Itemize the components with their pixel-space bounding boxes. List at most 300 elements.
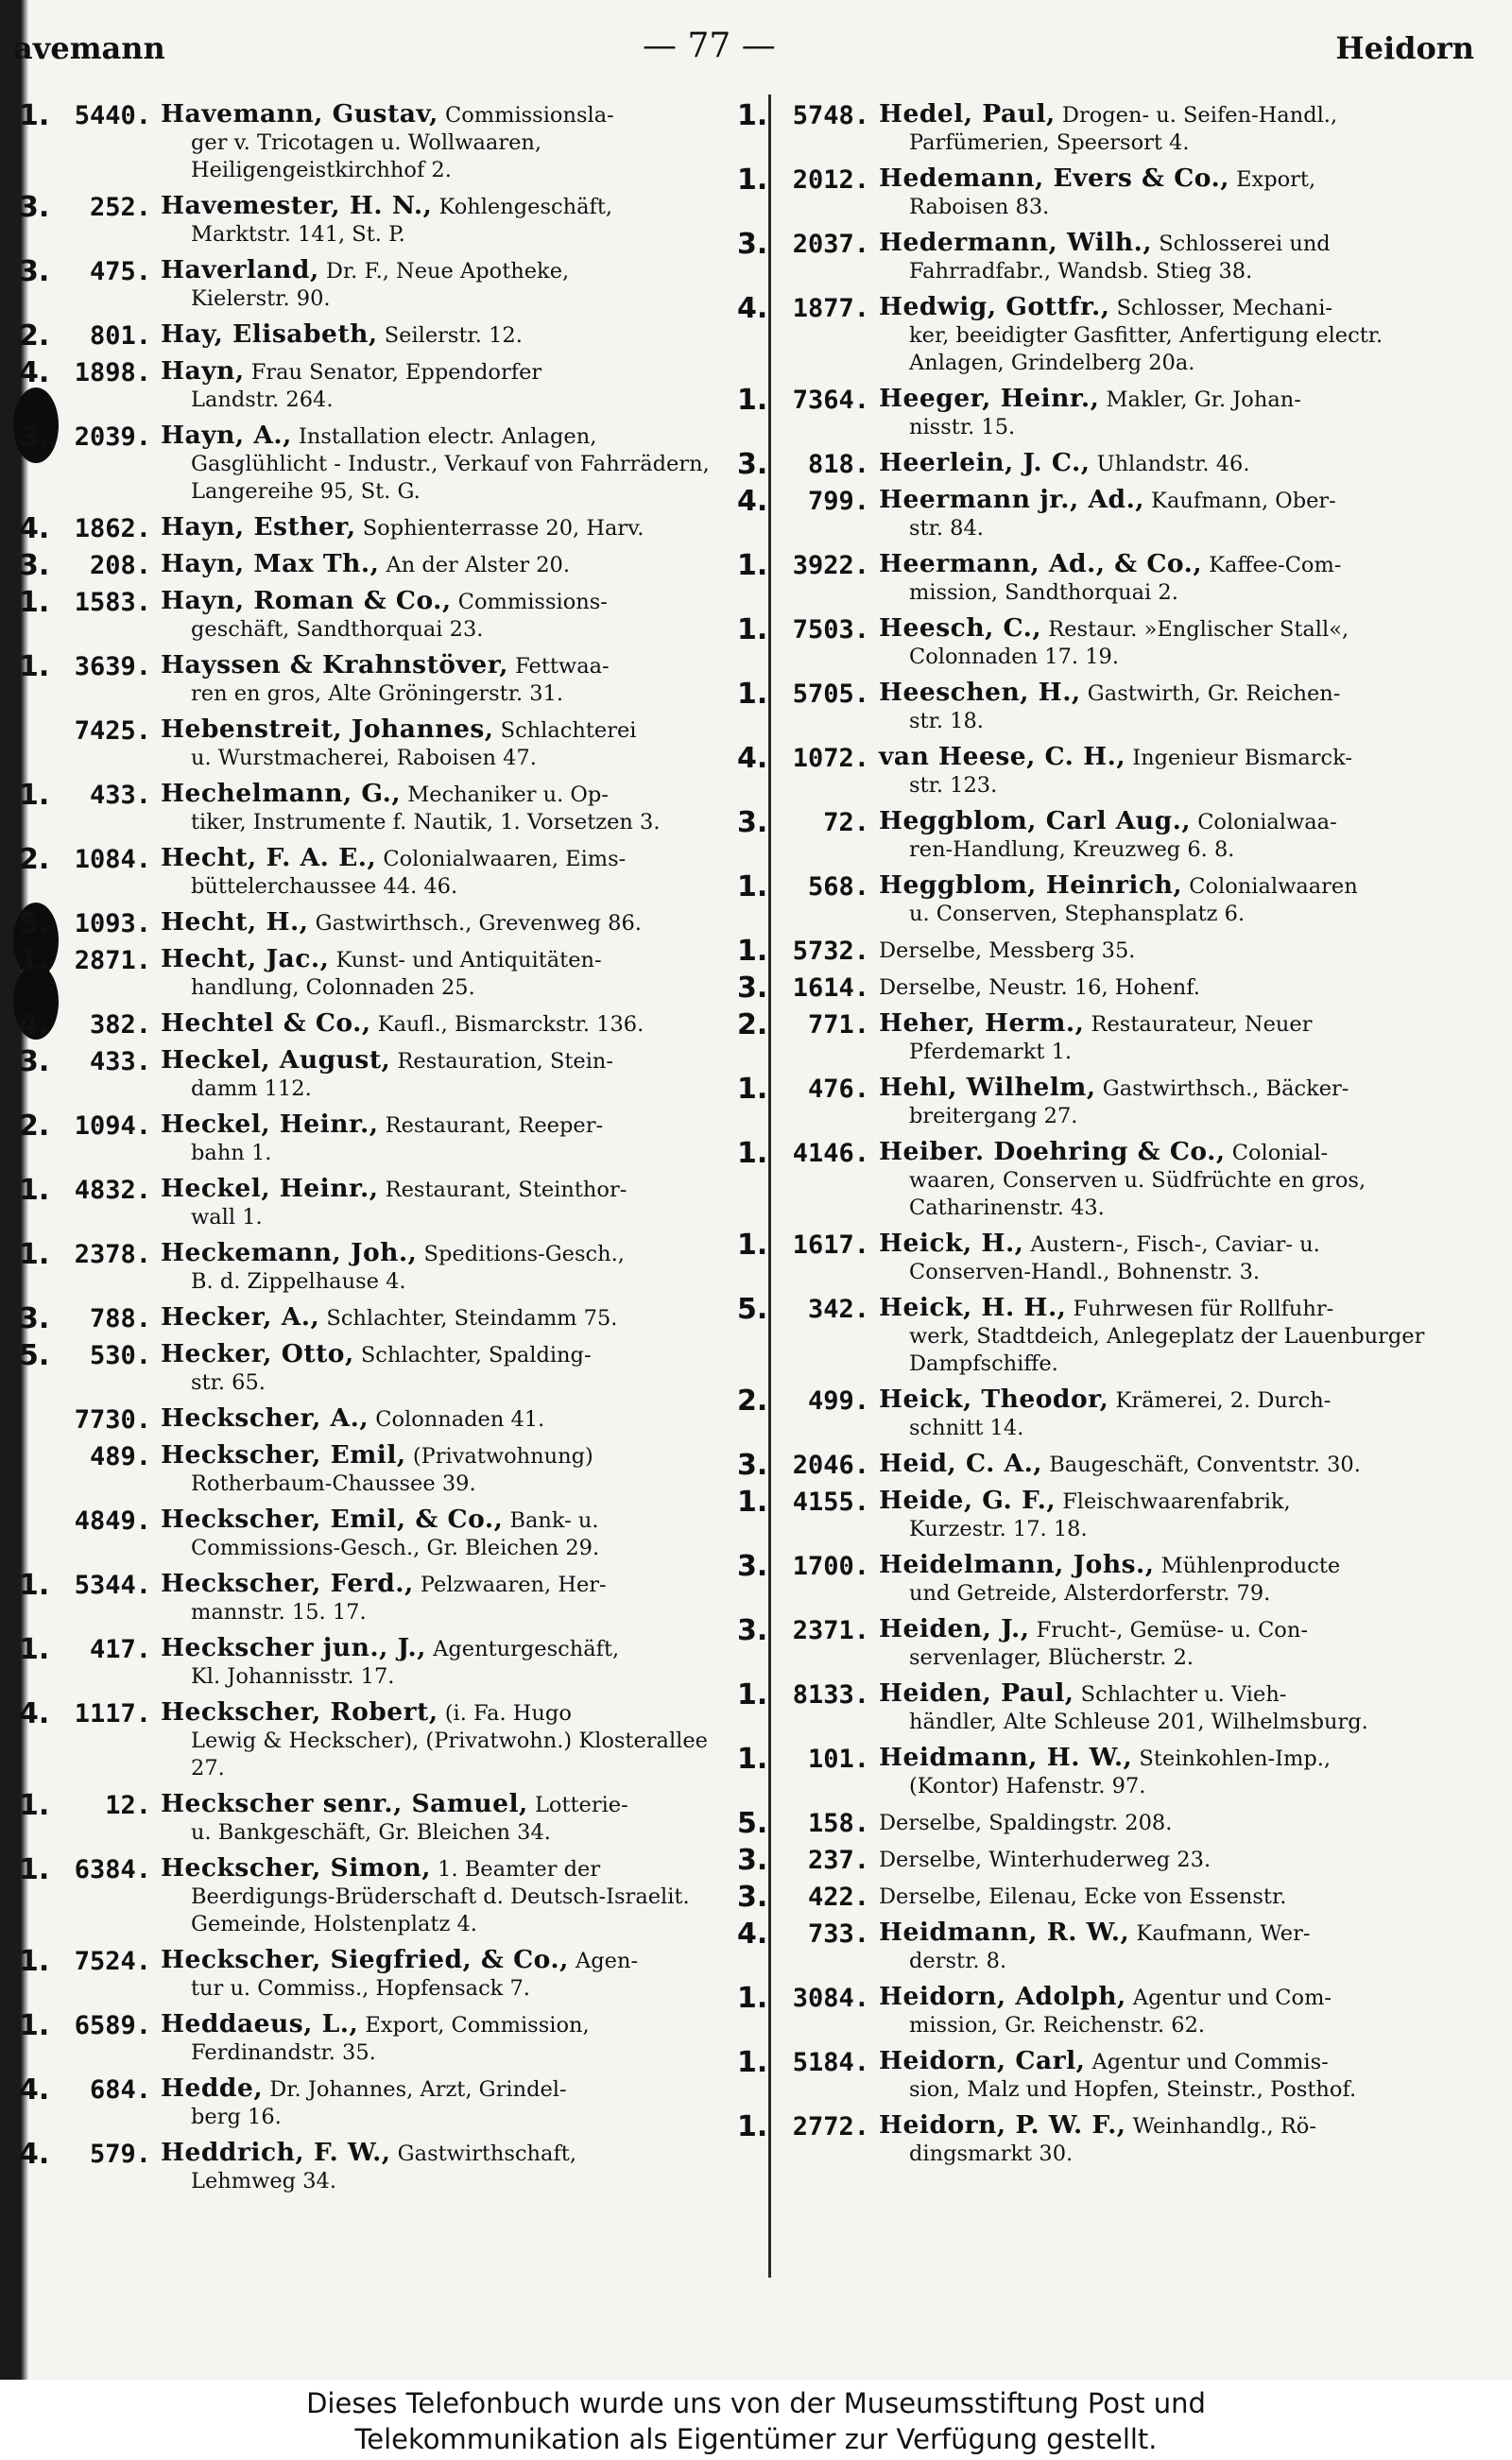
- subscriber-name: Hechtel & Co.,: [161, 1008, 371, 1038]
- exchange-number: 5.: [737, 1293, 768, 1326]
- directory-entry: [19, 1570, 747, 1626]
- directory-entry: [19, 1175, 747, 1231]
- entry-text: [879, 1450, 1484, 1479]
- entry-first-line: Gastwirthschaft,: [390, 2142, 576, 2166]
- entry-first-line: Colonial-: [1225, 1141, 1329, 1165]
- exchange-number: 1.: [737, 1678, 768, 1712]
- subscriber-name: Hayn, Roman & Co.,: [161, 586, 452, 615]
- phone-number: 801.: [89, 321, 151, 351]
- entry-first-line: Colonialwaaren, Eims-: [376, 847, 627, 871]
- entry-text: [161, 1009, 747, 1039]
- entry-text: [161, 1175, 747, 1231]
- subscriber-name: Hayn,: [161, 356, 245, 386]
- phone-number: 2039.: [74, 422, 151, 452]
- directory-entry: [19, 1340, 747, 1397]
- directory-entry: [19, 1303, 747, 1333]
- subscriber-name: Hehl, Wilhelm,: [879, 1073, 1096, 1102]
- exchange-number: 4.: [19, 512, 50, 545]
- subscriber-name: Heick, H. H.,: [879, 1293, 1067, 1322]
- directory-entry: [19, 908, 747, 938]
- subscriber-name: Heid, C. A.,: [879, 1449, 1043, 1478]
- directory-entry: [19, 844, 747, 901]
- entry-text: [879, 972, 1484, 1002]
- entry-text: [879, 1294, 1484, 1378]
- entry-text: [879, 1845, 1484, 1874]
- directory-entry: [19, 1698, 747, 1782]
- entry-text: [879, 679, 1484, 735]
- phone-number: 433.: [89, 781, 151, 810]
- phone-number: 7425.: [74, 716, 151, 746]
- subscriber-name: Hayn, Max Th.,: [161, 549, 380, 578]
- phone-number: 5705.: [792, 680, 869, 709]
- exchange-number: 3.: [737, 1550, 768, 1583]
- entry-first-line: Krämerei, 2. Durch-: [1108, 1388, 1332, 1413]
- entry-continuation: ker, beeidigter Gasfitter, Anfertigung electr. Anlagen, Grindelberg 20a.: [909, 323, 1383, 375]
- phone-number: 489.: [89, 1442, 151, 1471]
- exchange-number: 3.: [19, 421, 50, 454]
- exchange-number: 1.: [737, 2110, 768, 2143]
- phone-number: 475.: [89, 257, 151, 286]
- entry-continuation: geschäft, Sandthorquai 23.: [191, 617, 484, 642]
- directory-entry: [19, 651, 747, 708]
- subscriber-name: Heidmann, R. W.,: [879, 1918, 1130, 1947]
- exchange-number: 4.: [737, 485, 768, 518]
- phone-number: 3639.: [74, 652, 151, 681]
- right-column: [737, 100, 1484, 2176]
- entry-first-line: Restauration, Stein-: [390, 1049, 614, 1074]
- exchange-number: 1.: [19, 1853, 50, 1886]
- exchange-number: 1.: [737, 678, 768, 711]
- exchange-number: 1.: [19, 1789, 50, 1822]
- directory-entry: [737, 1449, 1484, 1482]
- entry-first-line: Agentur und Commis-: [1085, 2050, 1329, 2074]
- exchange-number: 3.: [737, 448, 768, 481]
- subscriber-name: Heckscher, Emil, & Co.,: [161, 1505, 504, 1534]
- entry-continuation: Raboisen 83.: [909, 195, 1050, 219]
- subscriber-name: Hecht, H.,: [161, 907, 309, 937]
- exchange-number: 3.: [737, 1881, 768, 1914]
- phone-number: 101.: [807, 1745, 869, 1774]
- phone-number: 799.: [807, 487, 869, 516]
- exchange-number: 4.: [19, 2138, 50, 2171]
- subscriber-name: Heidorn, P. W. F.,: [879, 2110, 1126, 2140]
- entry-text: [879, 550, 1484, 607]
- directory-entry: [19, 780, 747, 836]
- directory-entry: [737, 385, 1484, 441]
- entry-text: [161, 780, 747, 836]
- exchange-number: 3.: [19, 1045, 50, 1078]
- entry-continuation: (Kontor) Hafenstr. 97.: [909, 1774, 1146, 1798]
- entry-continuation: u. Wurstmacherei, Raboisen 47.: [191, 746, 537, 770]
- subscriber-name: Heide, G. F.,: [879, 1486, 1057, 1515]
- subscriber-name: Hayn, Esther,: [161, 512, 356, 542]
- phone-number: 252.: [89, 193, 151, 222]
- entry-text: [879, 743, 1484, 800]
- entry-continuation: Landstr. 264.: [191, 387, 334, 412]
- entry-first-line: Commissionsla-: [438, 103, 614, 128]
- exchange-number: 2.: [19, 843, 50, 876]
- subscriber-name: Heckscher, Simon,: [161, 1853, 431, 1883]
- subscriber-name: Hedermann, Wilh.,: [879, 228, 1153, 257]
- exchange-number: 1.: [19, 650, 50, 683]
- exchange-number: 4.: [19, 2073, 50, 2107]
- entry-text: [161, 2074, 747, 2131]
- entry-continuation: str. 18.: [909, 709, 984, 733]
- entry-continuation: Lewig & Heckscher), (Privatwohn.) Klosterallee 27.: [191, 1729, 708, 1780]
- phone-number: 818.: [807, 450, 869, 479]
- exchange-number: 1.: [737, 1137, 768, 1170]
- subscriber-name: Hayn, A.,: [161, 421, 292, 450]
- entry-text: [879, 807, 1484, 864]
- entry-first-line: Sophienterrasse 20, Harv.: [355, 516, 644, 541]
- entry-text: [161, 1046, 747, 1103]
- subscriber-name: Heckscher, A.,: [161, 1403, 369, 1433]
- entry-continuation: mission, Gr. Reichenstr. 62.: [909, 2013, 1206, 2038]
- directory-entry: [737, 1844, 1484, 1877]
- phone-number: 771.: [807, 1010, 869, 1040]
- phone-number: 7730.: [74, 1405, 151, 1435]
- exchange-number: 4.: [19, 356, 50, 389]
- entry-text: [879, 100, 1484, 157]
- entry-text: [879, 1074, 1484, 1130]
- entry-text: [161, 100, 747, 184]
- directory-entry: [737, 1385, 1484, 1442]
- entry-first-line: Agenturgeschäft,: [426, 1637, 620, 1661]
- phone-number: 1072.: [792, 744, 869, 773]
- entry-continuation: bahn 1.: [191, 1141, 272, 1165]
- exchange-number: 1.: [737, 870, 768, 903]
- directory-entry: [19, 1441, 747, 1498]
- directory-entry: [737, 229, 1484, 285]
- entry-text: [879, 486, 1484, 542]
- directory-entry: [737, 679, 1484, 735]
- directory-entry: [737, 1615, 1484, 1672]
- entry-continuation: Marktstr. 141, St. P.: [191, 222, 405, 247]
- entry-continuation: händler, Alte Schleuse 201, Wilhelmsburg.: [909, 1710, 1368, 1734]
- exchange-number: 1.: [737, 1229, 768, 1262]
- entry-text: [161, 192, 747, 249]
- subscriber-name: Hecht, F. A. E.,: [161, 843, 377, 872]
- entry-first-line: An der Alster 20.: [379, 553, 571, 577]
- subscriber-name: Heick, Theodor,: [879, 1385, 1109, 1414]
- phone-number: 568.: [807, 872, 869, 902]
- exchange-number: 1.: [737, 1073, 768, 1106]
- phone-number: 2012.: [792, 165, 869, 195]
- exchange-number: 1.: [19, 586, 50, 619]
- entry-text: [161, 256, 747, 313]
- subscriber-name: van Heese, C. H.,: [879, 742, 1126, 771]
- directory-entry: [19, 192, 747, 249]
- entry-continuation: und Getreide, Alsterdorferstr. 79.: [909, 1581, 1271, 1606]
- subscriber-name: Hebenstreit, Johannes,: [161, 714, 494, 744]
- exchange-number: 2.: [737, 1385, 768, 1418]
- subscriber-name: Hecker, Otto,: [161, 1339, 354, 1368]
- subscriber-name: Hecht, Jac.,: [161, 944, 330, 973]
- subscriber-name: Heggblom, Heinrich,: [879, 870, 1183, 900]
- entry-text: [161, 1340, 747, 1397]
- subscriber-name: Heckscher, Emil,: [161, 1440, 406, 1470]
- exchange-number: 1.: [737, 1743, 768, 1776]
- subscriber-name: Heiber. Doehring & Co.,: [879, 1137, 1226, 1166]
- entry-continuation: Commissions-Gesch., Gr. Bleichen 29.: [191, 1536, 600, 1560]
- phone-number: 1093.: [74, 909, 151, 938]
- entry-first-line: Frau Senator, Eppendorfer: [244, 360, 542, 385]
- entry-first-line: Commissions-: [451, 590, 608, 614]
- entry-continuation: str. 84.: [909, 516, 984, 541]
- subscriber-name: Hechelmann, G.,: [161, 779, 402, 808]
- directory-entry: [737, 550, 1484, 607]
- entry-first-line: Export, Commission,: [358, 2013, 590, 2038]
- entry-text: [879, 614, 1484, 671]
- entry-text: [879, 293, 1484, 377]
- entry-text: [161, 1698, 747, 1782]
- footer-line-1: Dieses Telefonbuch wurde uns von der Museumsstiftung Post und: [306, 2387, 1206, 2419]
- exchange-number: 3.: [19, 1302, 50, 1335]
- exchange-number: 3.: [19, 549, 50, 582]
- entry-first-line: Export,: [1228, 167, 1316, 192]
- phone-number: 2772.: [792, 2112, 869, 2142]
- directory-entry: [19, 1110, 747, 1167]
- directory-entry: [737, 2111, 1484, 2168]
- subscriber-name: Haverland,: [161, 255, 319, 284]
- entry-continuation: tiker, Instrumente f. Nautik, 1. Vorsetzen 3.: [191, 810, 661, 834]
- entry-continuation: Fahrradfabr., Wandsb. Stieg 38.: [909, 259, 1253, 284]
- subscriber-name: Heiden, Paul,: [879, 1678, 1074, 1708]
- directory-entry: [737, 614, 1484, 671]
- directory-entry: [737, 1487, 1484, 1543]
- entry-continuation: Lehmweg 34.: [191, 2169, 336, 2193]
- subscriber-name: Heher, Herm.,: [879, 1008, 1085, 1038]
- phone-number: 733.: [807, 1919, 869, 1949]
- entry-text: [879, 2047, 1484, 2104]
- directory-entry: [737, 935, 1484, 968]
- phone-number: 1084.: [74, 845, 151, 874]
- entry-continuation: werk, Stadtdeich, Anlegeplatz der Lauenburger Dampfschiffe.: [909, 1324, 1425, 1376]
- phone-number: 5732.: [792, 937, 869, 966]
- exchange-number: 1.: [737, 99, 768, 132]
- exchange-number: 2.: [737, 1008, 768, 1041]
- directory-entry: [737, 164, 1484, 221]
- entry-continuation: tur u. Commiss., Hopfensack 7.: [191, 1976, 530, 2001]
- directory-entry: [19, 1505, 747, 1562]
- subscriber-name: Heick, H.,: [879, 1229, 1024, 1258]
- phone-number: 1583.: [74, 588, 151, 617]
- directory-entry: [19, 1404, 747, 1434]
- entry-continuation: mannstr. 15. 17.: [191, 1600, 367, 1625]
- entry-first-line: Colonialwaaren: [1182, 874, 1358, 899]
- directory-entry: [737, 871, 1484, 928]
- exchange-number: 5.: [737, 1807, 768, 1840]
- entry-first-line: Gastwirthsch., Bäcker-: [1095, 1076, 1349, 1101]
- subscriber-name: Heggblom, Carl Aug.,: [879, 806, 1192, 835]
- entry-text: [161, 2010, 747, 2067]
- exchange-number: 3.: [737, 1844, 768, 1877]
- phone-number: 476.: [807, 1075, 869, 1104]
- entry-continuation: dingsmarkt 30.: [909, 2142, 1074, 2166]
- exchange-number: 3.: [737, 972, 768, 1005]
- phone-number: 6384.: [74, 1855, 151, 1884]
- phone-number: 1614.: [792, 973, 869, 1003]
- entry-continuation: Conserven-Handl., Bohnenstr. 3.: [909, 1260, 1261, 1284]
- entry-continuation: Kielerstr. 90.: [191, 286, 331, 311]
- exchange-number: 3.: [737, 1614, 768, 1647]
- entry-first-line: Schlachter u. Vieh-: [1074, 1682, 1287, 1707]
- entry-text: [161, 550, 747, 579]
- phone-number: 2871.: [74, 946, 151, 975]
- entry-first-line: Steinkohlen-Imp.,: [1132, 1746, 1332, 1771]
- entry-first-line: (i. Fa. Hugo: [438, 1701, 572, 1726]
- subscriber-name: Hecker, A.,: [161, 1302, 320, 1332]
- entry-first-line: Lotterie-: [527, 1793, 628, 1817]
- entry-first-line: Weinhandlg., Rö-: [1125, 2114, 1316, 2139]
- exchange-number: 1.: [19, 1945, 50, 1978]
- entry-first-line: Derselbe, Spaldingstr. 208.: [879, 1811, 1173, 1835]
- subscriber-name: Heckemann, Joh.,: [161, 1238, 418, 1267]
- subscriber-name: Hedel, Paul,: [879, 99, 1056, 129]
- directory-entry: [19, 2139, 747, 2195]
- entry-first-line: Agentur und Com-: [1125, 1986, 1332, 2010]
- entry-text: [161, 1303, 747, 1333]
- directory-entry: [737, 486, 1484, 542]
- entry-first-line: Schlachterei: [493, 718, 637, 743]
- entry-first-line: Gastwirth, Gr. Reichen-: [1080, 681, 1341, 706]
- exchange-number: 4.: [737, 1918, 768, 1951]
- subscriber-name: Heddaeus, L.,: [161, 2009, 359, 2039]
- entry-continuation: berg 16.: [191, 2105, 282, 2129]
- exchange-number: 1.: [737, 163, 768, 197]
- entry-text: [879, 1009, 1484, 1066]
- entry-first-line: Kaffee-Com-: [1202, 553, 1342, 577]
- header-last-name: Heidorn: [1335, 30, 1474, 66]
- entry-text: [161, 1946, 747, 2003]
- subscriber-name: Hayssen & Krahnstöver,: [161, 650, 508, 680]
- page-header: [0, 21, 1512, 68]
- directory-entry: [19, 2010, 747, 2067]
- exchange-number: 1.: [737, 2046, 768, 2079]
- entry-continuation: waaren, Conserven u. Südfrüchte en gros, Catharinenstr. 43.: [909, 1168, 1366, 1220]
- exchange-number: 1.: [19, 1174, 50, 1207]
- directory-entry: [737, 807, 1484, 864]
- phone-number: 1898.: [74, 358, 151, 387]
- directory-entry: [19, 587, 747, 644]
- entry-text: [879, 1744, 1484, 1800]
- entry-first-line: Kaufmann, Wer-: [1129, 1921, 1311, 1946]
- directory-entry: [737, 743, 1484, 800]
- subscriber-name: Heidorn, Adolph,: [879, 1982, 1126, 2011]
- entry-first-line: Kunst- und Antiquitäten-: [329, 948, 602, 972]
- exchange-number: 3.: [737, 806, 768, 839]
- phone-number: 1700.: [792, 1552, 869, 1581]
- entry-text: [161, 357, 747, 414]
- phone-number: 788.: [89, 1304, 151, 1333]
- directory-entry: [19, 715, 747, 772]
- entry-first-line: Bank- u.: [503, 1508, 599, 1533]
- entry-text: [161, 320, 747, 350]
- subscriber-name: Heermann jr., Ad.,: [879, 485, 1145, 514]
- directory-entry: [19, 1046, 747, 1103]
- directory-entry: [737, 293, 1484, 377]
- entry-text: [161, 715, 747, 772]
- phone-number: 4146.: [792, 1139, 869, 1168]
- entry-first-line: Restaurant, Reeper-: [378, 1113, 604, 1138]
- phone-number: 72.: [823, 808, 869, 837]
- entry-text: [879, 1808, 1484, 1837]
- entry-first-line: Fettwaa-: [508, 654, 610, 679]
- entry-text: [161, 908, 747, 938]
- entry-text: [879, 1385, 1484, 1442]
- entry-text: [879, 385, 1484, 441]
- entry-continuation: u. Bankgeschäft, Gr. Bleichen 34.: [191, 1820, 551, 1845]
- entry-text: [879, 1983, 1484, 2039]
- phone-number: 1117.: [74, 1699, 151, 1729]
- entry-continuation: breitergang 27.: [909, 1104, 1078, 1128]
- entry-first-line: Derselbe, Winterhuderweg 23.: [879, 1848, 1211, 1872]
- directory-entry: [737, 1918, 1484, 1975]
- subscriber-name: Heeger, Heinr.,: [879, 384, 1100, 413]
- phone-number: 422.: [807, 1883, 869, 1912]
- entry-first-line: Uhlandstr. 46.: [1090, 452, 1250, 476]
- directory-entry: [19, 357, 747, 414]
- entry-first-line: Derselbe, Messberg 35.: [879, 938, 1136, 963]
- entry-continuation: ger v. Tricotagen u. Wollwaaren, Heiligengeistkirchhof 2.: [191, 130, 542, 182]
- phone-number: 5440.: [74, 101, 151, 130]
- entry-continuation: büttelerchaussee 44. 46.: [191, 874, 458, 899]
- entry-text: [161, 1404, 747, 1434]
- entry-first-line: Derselbe, Eilenau, Ecke von Essenstr.: [879, 1884, 1287, 1909]
- entry-first-line: Derselbe, Neustr. 16, Hohenf.: [879, 975, 1200, 1000]
- entry-first-line: Dr. F., Neue Apotheke,: [318, 259, 570, 284]
- entry-text: [879, 1882, 1484, 1911]
- entry-text: [161, 1854, 747, 1938]
- directory-entry: [737, 2047, 1484, 2104]
- entry-continuation: sion, Malz und Hopfen, Steinstr., Posthof.: [909, 2077, 1357, 2102]
- subscriber-name: Heerlein, J. C.,: [879, 448, 1091, 477]
- entry-first-line: Makler, Gr. Johan-: [1099, 387, 1301, 412]
- entry-continuation: Colonnaden 17. 19.: [909, 645, 1119, 669]
- entry-text: [161, 513, 747, 542]
- subscriber-name: Heckscher senr., Samuel,: [161, 1789, 528, 1818]
- entry-first-line: Schlosser, Mechani-: [1109, 296, 1333, 320]
- entry-continuation: Ferdinandstr. 35.: [191, 2040, 376, 2065]
- subscriber-name: Havemann, Gustav,: [161, 99, 438, 129]
- entry-text: [879, 1487, 1484, 1543]
- exchange-number: 1.: [19, 1569, 50, 1602]
- entry-first-line: Baugeschäft, Conventstr. 30.: [1042, 1453, 1361, 1477]
- exchange-number: 1.: [737, 1982, 768, 2015]
- entry-continuation: damm 112.: [191, 1076, 312, 1101]
- directory-entry: [737, 100, 1484, 157]
- exchange-number: 3.: [19, 255, 50, 288]
- phone-number: 2037.: [792, 230, 869, 259]
- directory-entry: [19, 1634, 747, 1691]
- exchange-number: 1.: [19, 944, 50, 977]
- exchange-number: 1.: [737, 549, 768, 582]
- exchange-number: 5.: [19, 907, 50, 940]
- phone-number: 4832.: [74, 1176, 151, 1205]
- entry-text: [161, 1505, 747, 1562]
- directory-entry: [737, 1551, 1484, 1608]
- entry-text: [161, 1239, 747, 1296]
- entry-continuation: Beerdigungs-Brüderschaft d. Deutsch-Israelit. Gemeinde, Holstenplatz 4.: [191, 1884, 690, 1936]
- entry-first-line: Speditions-Gesch.,: [417, 1242, 625, 1266]
- exchange-number: 1.: [737, 1486, 768, 1519]
- subscriber-name: Hay, Elisabeth,: [161, 319, 378, 349]
- exchange-number: 4.: [19, 1697, 50, 1730]
- entry-continuation: wall 1.: [191, 1205, 263, 1230]
- entry-first-line: Seilerstr. 12.: [377, 323, 523, 348]
- subscriber-name: Heckscher jun., J.,: [161, 1633, 426, 1662]
- subscriber-name: Hedwig, Gottfr.,: [879, 292, 1110, 321]
